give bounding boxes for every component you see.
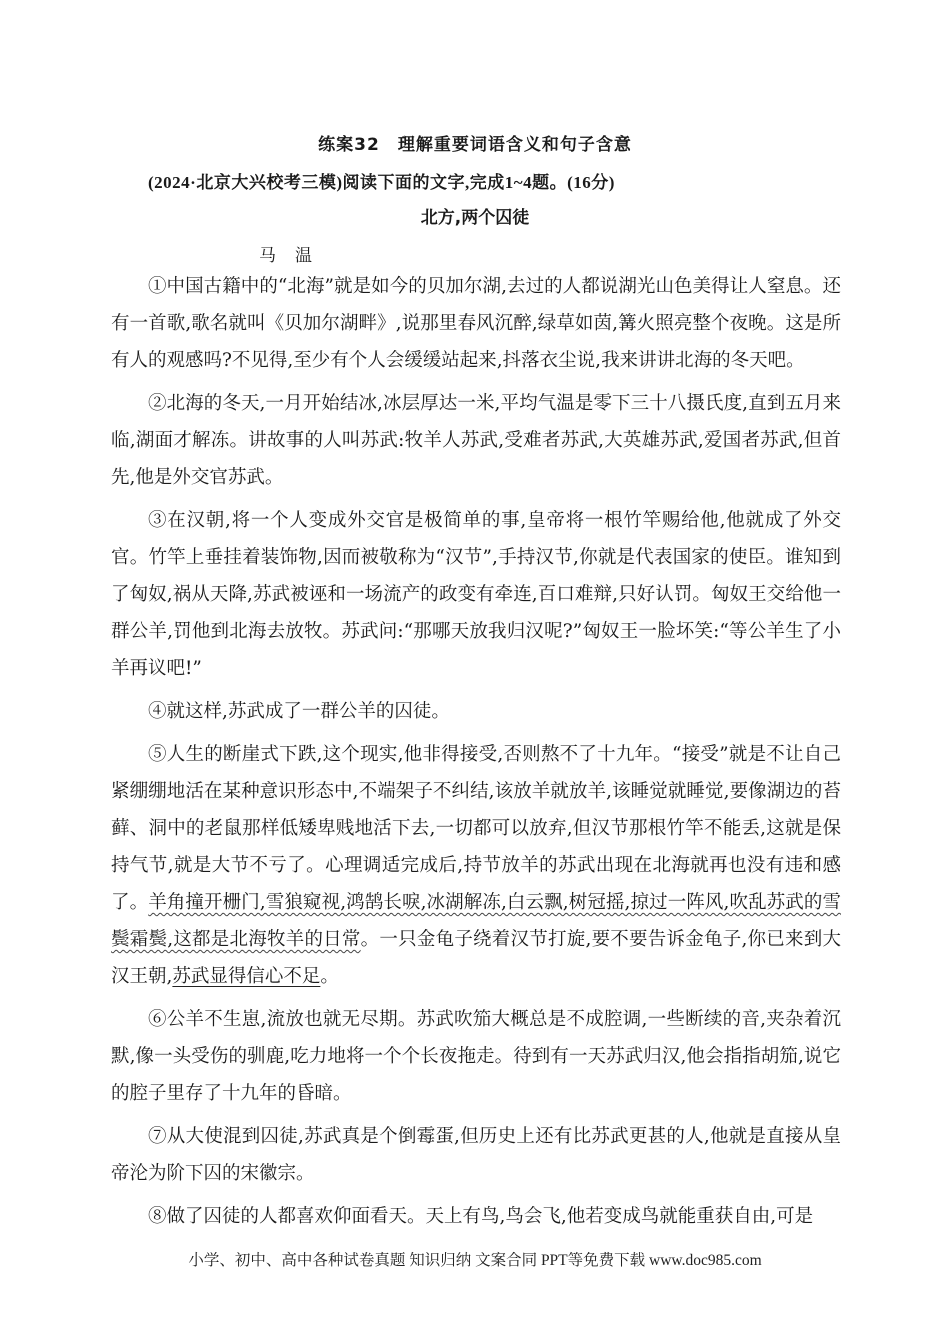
question-source: (2024·北京大兴校考三模)阅读下面的文字,完成1~4题。(16分) (148, 173, 615, 192)
paragraph-5-text-b: 。一只金龟子绕着汉节打旋,要不要告诉金龟子,你已来到大汉王朝, (111, 929, 841, 987)
paragraph-5 (111, 736, 841, 995)
paragraph-2: ②北海的冬天,一月开始结冰,冰层厚达一米,平均气温是零下三十八摄氏度,直到五月来临,湖面才解冻。讲故事的人叫苏武:牧羊人苏武,受难者苏武,大英雄苏武,爱国者苏武,但首先,他是外交官苏武。 (111, 393, 841, 488)
paragraph-6: ⑥公羊不生崽,流放也就无尽期。苏武吹笳大概总是不成腔调,一些断续的音,夹杂着沉默,像一头受伤的驯鹿,吃力地将一个个长夜拖走。待到有一天苏武归汉,他会指指胡笳,说它的腔子里存了十九年的昏暗。 (111, 1009, 841, 1104)
article-author: 马 温 (259, 246, 313, 266)
underlined-sentence: 苏武显得信心不足 (172, 966, 321, 987)
article-title: 北方,两个囚徒 (420, 208, 530, 228)
paragraph-5-text-c: 。 (320, 966, 339, 987)
paragraph-7: ⑦从大使混到囚徒,苏武真是个倒霉蛋,但历史上还有比苏武更甚的人,他就是直接从皇帝沦为阶下囚的宋徽宗。 (111, 1126, 841, 1184)
paragraph-1: ①中国古籍中的“北海”就是如今的贝加尔湖,去过的人都说湖光山色美得让人窒息。还有一首歌,歌名就叫《贝加尔湖畔》,说那里春风沉醉,绿草如茵,篝火照亮整个夜晚。这是所有人的观感吗?不见得,至少有个人会缓缓站起来,抖落衣尘说,我来讲讲北海的冬天吧。 (111, 276, 841, 371)
article-body (111, 268, 841, 1241)
footer-ad-text: 小学、初中、高中各种试卷真题 知识归纳 文案合同 PPT等免费下载 www.doc985.com (188, 1252, 762, 1269)
exercise-title: 练案32 理解重要词语含义和句子含意 (318, 135, 632, 155)
paragraph-8: ⑧做了囚徒的人都喜欢仰面看天。天上有鸟,鸟会飞,他若变成鸟就能重获自由,可是 (148, 1206, 814, 1227)
paragraph-5-text-a: ⑤人生的断崖式下跌,这个现实,他非得接受,否则熬不了十九年。“接受”就是不让自己紧绷绷地活在某种意识形态中,不端架子不纠结,该放羊就放羊,该睡觉就睡觉,要像湖边的苔藓、洞中的老鼠那样低矮卑贱地活下去,一切都可以放弃,但汉节那根竹竿不能丢,这就是保持气节,就是大节不亏了。心理调适完成后,持节放羊的苏武出现在北海就再也没有违和感了。 (111, 744, 841, 913)
wavy-underlined-sentence: 羊角撞开栅门,雪狼窥视,鸿鹄长唳,冰湖解冻,白云飘,树冠摇,掠过一阵风,吹乱苏武的雪鬓霜鬓,这都是北海牧羊的日常 (111, 892, 841, 950)
paragraph-4: ④就这样,苏武成了一群公羊的囚徒。 (148, 701, 450, 722)
paragraph-3: ③在汉朝,将一个人变成外交官是极简单的事,皇帝将一根竹竿赐给他,他就成了外交官。竹竿上垂挂着装饰物,因而被敬称为“汉节”,手持汉节,你就是代表国家的使臣。谁知到了匈奴,祸从天降,苏武被诬和一场流产的政变有牵连,百口难辩,只好认罚。匈奴王交给他一群公羊,罚他到北海去放牧。苏武问:“那哪天放我归汉呢?”匈奴王一脸坏笑:“等公羊生了小羊再议吧!” (111, 510, 841, 679)
